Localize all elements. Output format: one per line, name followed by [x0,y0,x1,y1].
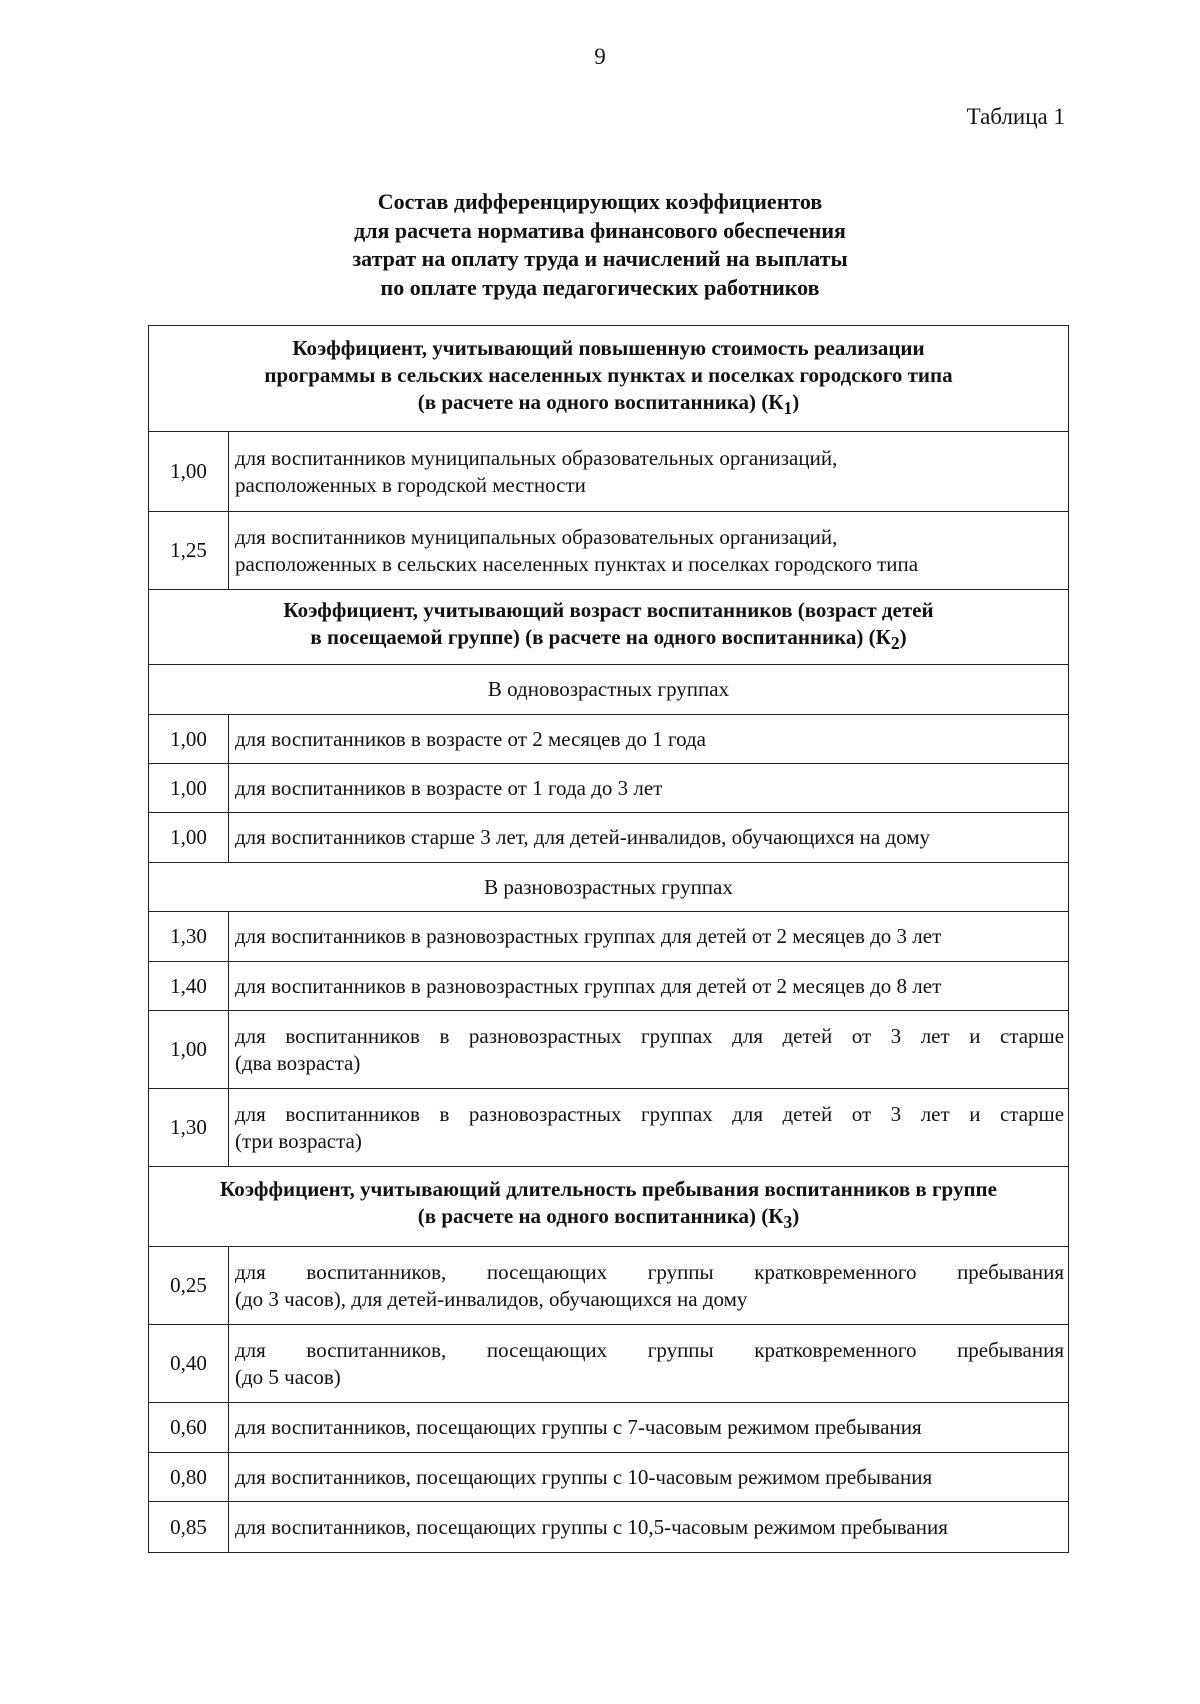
subheader-single-age: В одновозрастных группах [149,665,1069,715]
section-header-k3 [149,1167,1069,1247]
coefficient-value: 1,25 [149,512,229,590]
subscript: 1 [783,398,793,419]
coefficient-description: для воспитанников в возрасте от 1 года до 3 лет [229,764,1069,813]
coefficient-value: 1,00 [149,432,229,512]
title-line: по оплате труда педагогических работников [380,274,820,300]
section-header-cell [149,590,1069,665]
coefficient-value: 0,60 [149,1403,229,1453]
header-line: Коэффициент, учитывающий возраст воспитанников (возраст детей [283,597,934,622]
table-row [149,1011,1069,1089]
table-row [149,715,1069,764]
coefficient-description: для воспитанников, посещающих группы с 10,5-часовым режимом пребывания [229,1502,1069,1553]
coefficient-description: для воспитанников муниципальных образовательных организаций, расположенных в сельских населенных пунктах и поселках городского типа [229,512,1069,590]
subscript: 3 [783,1212,793,1233]
coefficient-description: для воспитанников в разновозрастных группах для детей от 3 лет и старше (два возраста) [229,1011,1069,1089]
coefficient-description: для воспитанников в разновозрастных группах для детей от 2 месяцев до 8 лет [229,962,1069,1011]
document-title [0,188,1200,302]
table-row [149,1502,1069,1553]
table-row [149,813,1069,863]
coefficient-value: 1,00 [149,813,229,863]
coefficient-description: для воспитанников, посещающих группы с 10-часовым режимом пребывания [229,1453,1069,1502]
table-row [149,1247,1069,1325]
table-row [149,432,1069,512]
coefficient-description: для воспитанников, посещающих группы кратковременного пребывания (до 3 часов), для детей-инвалидов, обучающихся на дому [229,1247,1069,1325]
coefficient-value: 1,00 [149,715,229,764]
coefficient-value: 1,00 [149,1011,229,1089]
coefficient-description: для воспитанников старше 3 лет, для детей-инвалидов, обучающихся на дому [229,813,1069,863]
coefficient-value: 1,00 [149,764,229,813]
coefficient-value: 1,40 [149,962,229,1011]
page-number: 9 [594,44,606,69]
subheader-row [149,863,1069,912]
coefficient-description: для воспитанников в возрасте от 2 месяцев до 1 года [229,715,1069,764]
subheader-row [149,665,1069,715]
table-row [149,1325,1069,1403]
coefficients-table [148,325,1069,1553]
subscript: 2 [890,633,900,654]
header-line: (в расчете на одного воспитанника) $(К_3)$ [417,1204,800,1233]
coefficient-description: для воспитанников, посещающих группы с 7-часовым режимом пребывания [229,1403,1069,1453]
coefficient-description: для воспитанников в разновозрастных группах для детей от 2 месяцев до 3 лет [229,912,1069,962]
coefficient-description: для воспитанников, посещающих группы кратковременного пребывания (до 5 часов) [229,1325,1069,1403]
section-header-cell [149,326,1069,432]
coefficient-description: для воспитанников муниципальных образовательных организаций, расположенных в городской местности [229,432,1069,512]
coefficient-value: 1,30 [149,1089,229,1167]
header-line: (в расчете на одного воспитанника) $(К_1)$ [417,389,800,419]
table-row [149,764,1069,813]
title-line: затрат на оплату труда и начислений на выплаты [352,246,848,271]
coefficient-value: 1,30 [149,912,229,962]
header-line: Коэффициент, учитывающий длительность пребывания воспитанников в группе [220,1177,997,1202]
title-line: Состав дифференцирующих коэффициентов [377,189,823,214]
coefficient-value: 0,40 [149,1325,229,1403]
table-row [149,1403,1069,1453]
section-header-k2 [149,590,1069,665]
section-header-cell [149,1167,1069,1247]
header-line: программы в сельских населенных пунктах и поселках городского типа [264,362,953,387]
coefficient-value: 0,80 [149,1453,229,1502]
header-line: Коэффициент, учитывающий повышенную стоимость реализации [292,335,925,360]
subheader-mixed-age: В разновозрастных группах [149,863,1069,912]
section-header-k1 [149,326,1069,432]
table-row [149,1089,1069,1167]
table-label: Таблица 1 [966,104,1065,129]
table-row [149,912,1069,962]
table-row [149,1453,1069,1502]
coefficient-description: для воспитанников в разновозрастных группах для детей от 3 лет и старше (три возраста) [229,1089,1069,1167]
table-row [149,512,1069,590]
coefficient-value: 0,25 [149,1247,229,1325]
coefficient-value: 0,85 [149,1502,229,1553]
table-row [149,962,1069,1011]
header-line: в посещаемой группе) (в расчете на одного воспитанника) $(К_2)$ [310,624,907,654]
title-line: для расчета норматива финансового обеспечения [354,217,846,243]
